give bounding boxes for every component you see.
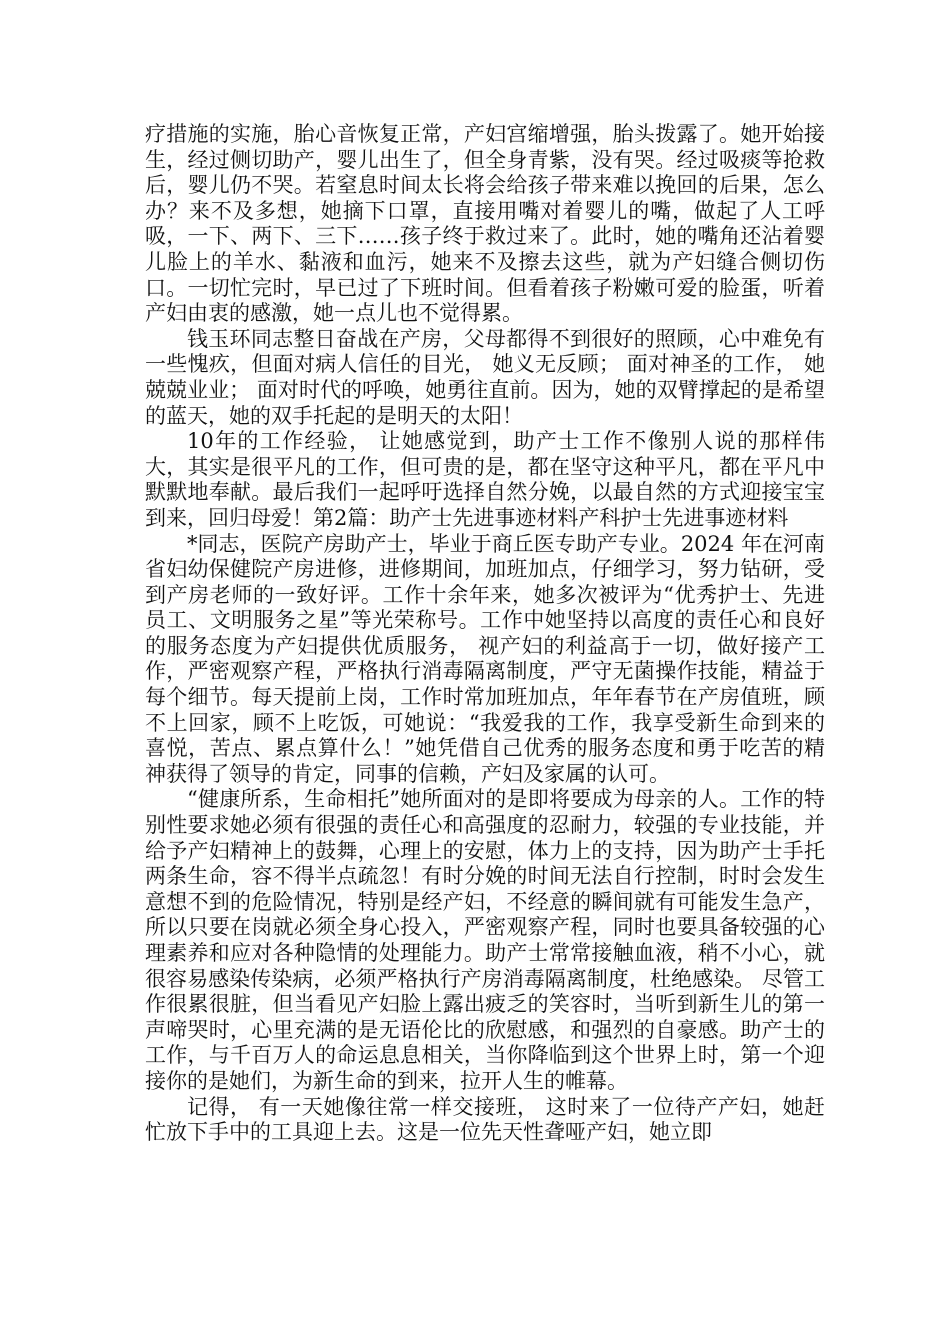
paragraph-responsibility: “健康所系，生命相托”她所面对的是即将要成为母亲的人。工作的特别性要求她必须有很强的责任心和高强度的忍耐力，较强的专业技能，并给予产妇精神上的鼓舞，心理上的安慰，体力上的支持，因为助产士手托两条生命，容不得半点疏忽！有时分娩的时间无法自行控制，时时会发生意想不到的危险情况，特别是经产妇，不经意的瞬间就有可能发生急产，所以只要在岗就必须全身心投入，严密观察产程，同时也要具备较强的心理素养和应对各种隐情的处理能力。助产士常常接触血液，稍不小心，就很容易感染传染病，必须严格执行产房消毒隔离制度，杜绝感染。 尽管工作很累很脏，但当看见产妇脸上露出疲乏的笑容时，当听到新生儿的第一声啼哭时，心里充满的是无语伦比的欣慰感，和强烈的自豪感。助产士的工作，与千百万人的命运息息相关，当你降临到这个世界上时，第一个迎接你的是她们，为新生命的到来，拉开人生的帷幕。: [145, 787, 825, 1093]
paragraph-profile: *同志，医院产房助产士，毕业于商丘医专助产专业。2024 年在河南省妇幼保健院产房进修，进修期间，加班加点，仔细学习，努力钻研，受到产房老师的一致好评。工作十余年来，她多次被评为“优秀护士、先进员工、文明服务之星”等光荣称号。工作中她坚持以高度的责任心和良好的服务态度为产妇提供优质服务， 视产妇的利益高于一切，做好接产工作，严密观察产程，严格执行消毒隔离制度，严守无菌操作技能，精益于每个细节。每天提前上岗，工作时常加班加点，年年春节在产房值班，顾不上回家，顾不上吃饭，可她说：“我爱我的工作，我享受新生命到来的喜悦，苦点、累点算什么！”她凭借自己优秀的服务态度和勇于吃苦的精神获得了领导的肯定，同事的信赖，产妇及家属的认可。: [145, 531, 825, 786]
paragraph-experience: 10年的工作经验， 让她感觉到，助产士工作不像别人说的那样伟大，其实是很平凡的工作，但可贵的是，都在坚守这种平凡，都在平凡中默默地奉献。最后我们一起呼吁选择自然分娩，以最自然的方式迎接宝宝到来，回归母爱！第2篇：助产士先进事迹材料产科护士先进事迹材料: [145, 429, 825, 530]
paragraph-dedication: 钱玉环同志整日奋战在产房，父母都得不到很好的照顾，心中难免有一些愧疚，但面对病人信任的目光， 她义无反顾； 面对神圣的工作， 她兢兢业业； 面对时代的呼唤，她勇往直前。因为，她的双臂撑起的是希望的蓝天，她的双手托起的是明天的太阳！: [145, 326, 825, 428]
document-page: [145, 122, 825, 1146]
paragraph-anecdote: 记得， 有一天她像往常一样交接班， 这时来了一位待产产妇，她赶忙放下手中的工具迎上去。这是一位先天性聋哑产妇，她立即: [145, 1094, 825, 1145]
paragraph-continued: 疗措施的实施，胎心音恢复正常，产妇宫缩增强，胎头拨露了。她开始接生，经过侧切助产，婴儿出生了，但全身青紫，没有哭。经过吸痰等抢救后，婴儿仍不哭。若窒息时间太长将会给孩子带来难以挽回的后果，怎么办？来不及多想，她摘下口罩，直接用嘴对着婴儿的嘴，做起了人工呼吸，一下、两下、三下……孩子终于救过来了。此时，她的嘴角还沾着婴儿脸上的羊水、黏液和血污，她来不及擦去这些，就为产妇缝合侧切伤口。一切忙完时，早已过了下班时间。但看着孩子粉嫩可爱的脸蛋，听着产妇由衷的感激，她一点儿也不觉得累。: [145, 122, 825, 326]
